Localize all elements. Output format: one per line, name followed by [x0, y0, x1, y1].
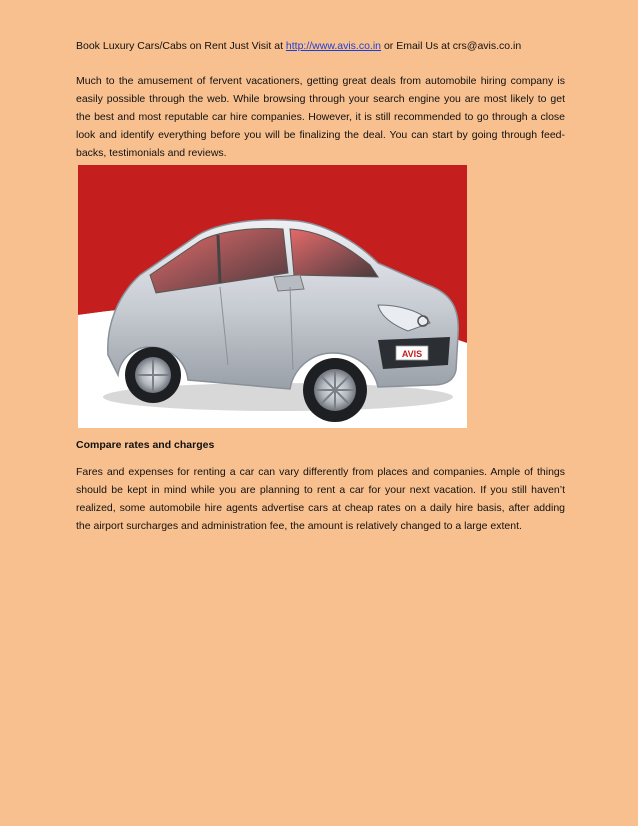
- section-heading: Compare rates and charges: [76, 439, 215, 451]
- header-prefix: Book Luxury Cars/Cabs on Rent Just Visit at: [76, 40, 286, 52]
- side-mirror: [274, 275, 304, 291]
- car-illustration: [78, 165, 467, 428]
- car-photo: [78, 165, 467, 428]
- intro-paragraph: Much to the amusement of fervent vacationers, getting great deals from automobile hiring company is easily possible through the web. While browsing through your search engine you are most likely to get the best and most reputable car hire companies. However, it is still recommended to go through a close look and identify everything before you will be finalizing the deal. You can start by going through feed-backs, testimonials and reviews.: [76, 75, 565, 159]
- header-line: [76, 39, 521, 53]
- plate-text: AVIS: [401, 349, 423, 359]
- header-suffix: or Email Us at crs@avis.co.in: [381, 40, 522, 52]
- section-paragraph: Fares and expenses for renting a car can vary differently from places and companies. Ample of things should be kept in mind while you are planning to rent a car for your next vacation. If you still haven’t realized, some automobile hire agents advertise cars at cheap rates on a daily hire basis, after adding the airport surcharges and administration fee, the amount is relatively changed to a large extent.: [76, 466, 565, 532]
- avis-website-link[interactable]: http://www.avis.co.in: [285, 40, 382, 52]
- window-pillar: [218, 235, 220, 283]
